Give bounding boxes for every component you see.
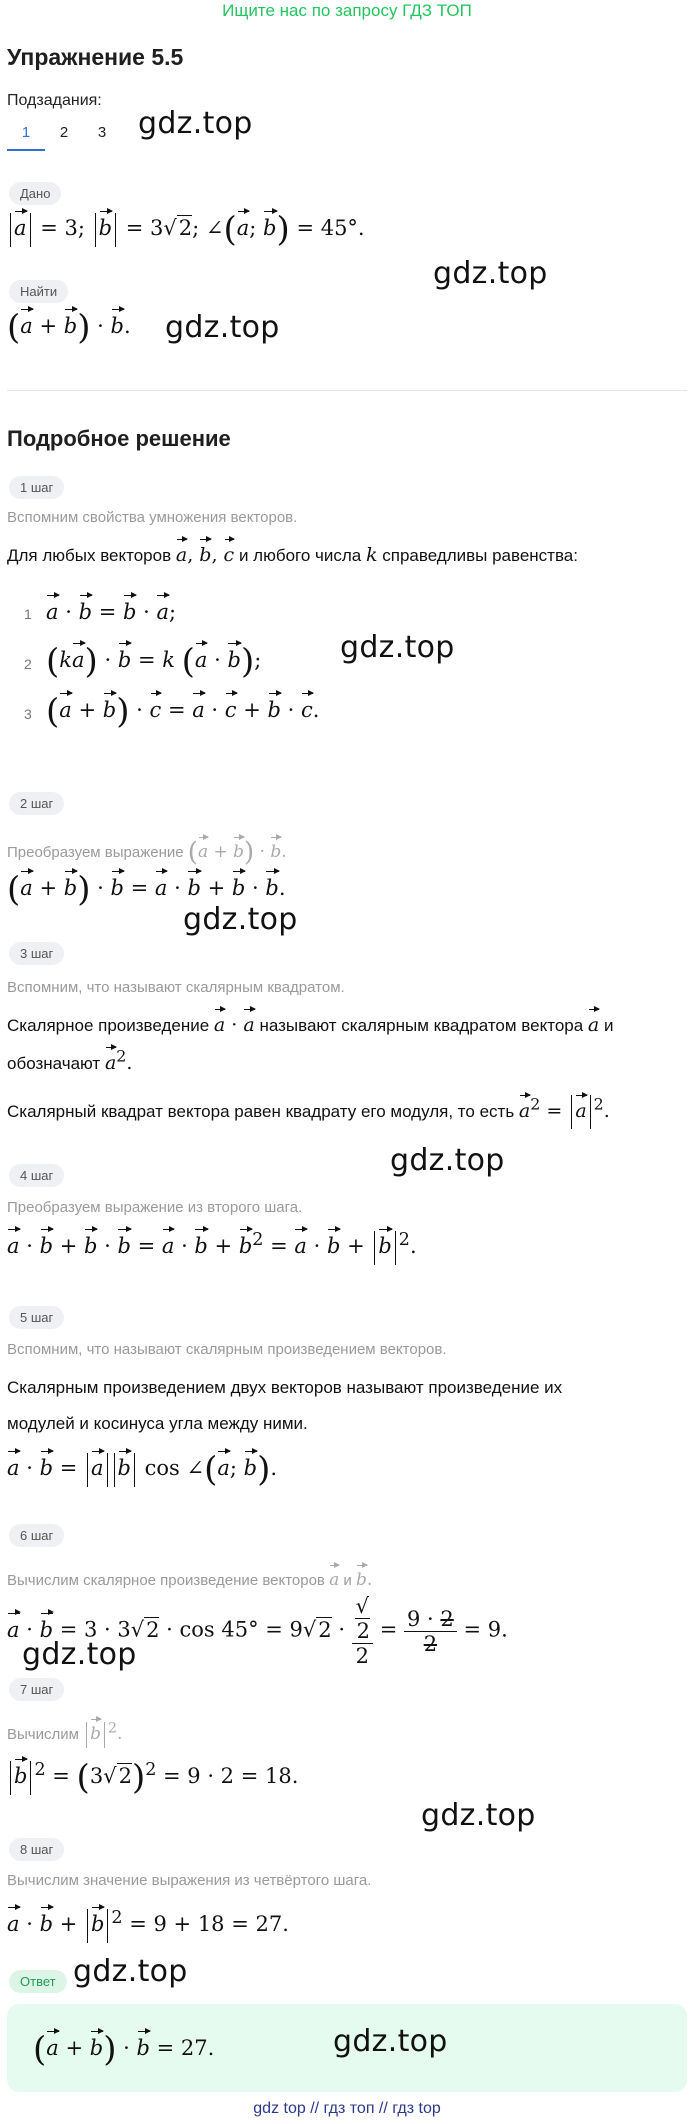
divider [7, 390, 687, 391]
step-3-pill: 3 шаг [9, 942, 64, 965]
step-7-hint: Вычислим b $^2$. [7, 1716, 122, 1748]
step-3-text-3: Скалярный квадрат вектора равен квадрату его модуля, то есть $a^2 = a$ $^2$. [7, 1092, 610, 1129]
subtasks-label: Подзадания: [7, 92, 102, 109]
subtask-tabs [7, 124, 121, 151]
watermark: gdz.top [22, 1637, 137, 1672]
given-formula: a = 3; b = 3√2; ∠(a; b) = 45°. [7, 208, 365, 247]
step-8-hint: Вычислим значение выражения из четвёртого шага. [7, 1872, 372, 1889]
step-1-text: Для любых векторов a, b, c и любого числа k справедливы равенства: [7, 536, 578, 566]
step-3-text-1: Скалярное произведение a · a называют скалярным квадратом вектора a и [7, 1006, 687, 1036]
step-5-text-2: модулей и косинуса угла между ними. [7, 1414, 308, 1433]
step-1-hint: Вспомним свойства умножения векторов. [7, 509, 298, 526]
step-5-pill: 5 шаг [9, 1306, 64, 1329]
step-8-pill: 8 шаг [9, 1838, 64, 1861]
watermark: gdz.top [138, 106, 253, 141]
page-title: Упражнение 5.5 [7, 44, 184, 70]
answer-formula: (a + b) · b = 27. [33, 2029, 215, 2070]
footer-links[interactable]: gdz top // гдз топ // гдз top [253, 2100, 441, 2117]
step-4-hint: Преобразуем выражение из второго шага. [7, 1199, 303, 1216]
step-6-hint: Вычислим скалярное произведение векторов a и b. [7, 1562, 372, 1590]
property-1: a · b = b · a; [46, 592, 176, 624]
property-3: (a + b) · c = a · c + b · c. [46, 691, 320, 732]
watermark: gdz.top [183, 902, 298, 937]
tab-3[interactable]: 3 [97, 124, 107, 141]
watermark: gdz.top [390, 1143, 505, 1178]
step-5-text-1: Скалярным произведением двух векторов называют произведение их [7, 1378, 563, 1397]
search-banner[interactable]: Ищите нас по запросу ГДЗ ТОП [222, 1, 472, 20]
watermark: gdz.top [340, 630, 455, 665]
solution-title: Подробное решение [7, 426, 231, 451]
tab-2[interactable]: 2 [59, 124, 69, 141]
step-1-pill: 1 шаг [9, 476, 64, 499]
step-2-hint: Преобразуем выражение (a + b) · b. [7, 834, 287, 866]
watermark: gdz.top [165, 310, 280, 345]
step-8-formula: a · b + b $^2$ = 9 + 18 = 27. [7, 1904, 289, 1943]
step-3-text-2: обозначают $a^2$. [7, 1044, 132, 1074]
step-4-pill: 4 шаг [9, 1164, 64, 1187]
watermark: gdz.top [433, 256, 548, 291]
step-5-hint: Вспомним, что называют скалярным произведением векторов. [7, 1341, 447, 1358]
step-5-formula: a · b = a b cos ∠(a; b). [7, 1449, 278, 1490]
step-4-formula: $a \cdot b + b \cdot b = a \cdot b + b^2 = a \cdot b + b$ $^2$. [7, 1226, 417, 1265]
watermark: gdz.top [73, 1954, 188, 1989]
step-7-pill: 7 шаг [9, 1678, 64, 1701]
answer-pill: Ответ [9, 1970, 67, 1993]
watermark: gdz.top [421, 1798, 536, 1833]
step-3-hint: Вспомним, что называют скалярным квадратом. [7, 979, 345, 996]
step-6-formula: a · b = 3 · 3√2 · cos 45° = 9√2 · √ 2 2 = $\frac{9 \cdot 2}{2}$ = 9. [7, 1594, 508, 1668]
step-2-pill: 2 шаг [9, 792, 64, 815]
tab-1[interactable]: 1 [7, 124, 45, 151]
property-2: (ka) · b = k (a · b); [46, 641, 262, 682]
given-pill: Дано [9, 182, 61, 205]
find-pill: Найти [9, 280, 68, 303]
watermark: gdz.top [333, 2024, 448, 2059]
find-formula: (a + b) · b. [7, 307, 131, 348]
step-6-pill: 6 шаг [9, 1524, 64, 1547]
step-2-formula: (a + b) · b = a · b + b · b. [7, 869, 286, 910]
step-7-formula: b $^2 = (3√2)^2 = 9 \cdot 2 = 18$. [7, 1756, 298, 1795]
